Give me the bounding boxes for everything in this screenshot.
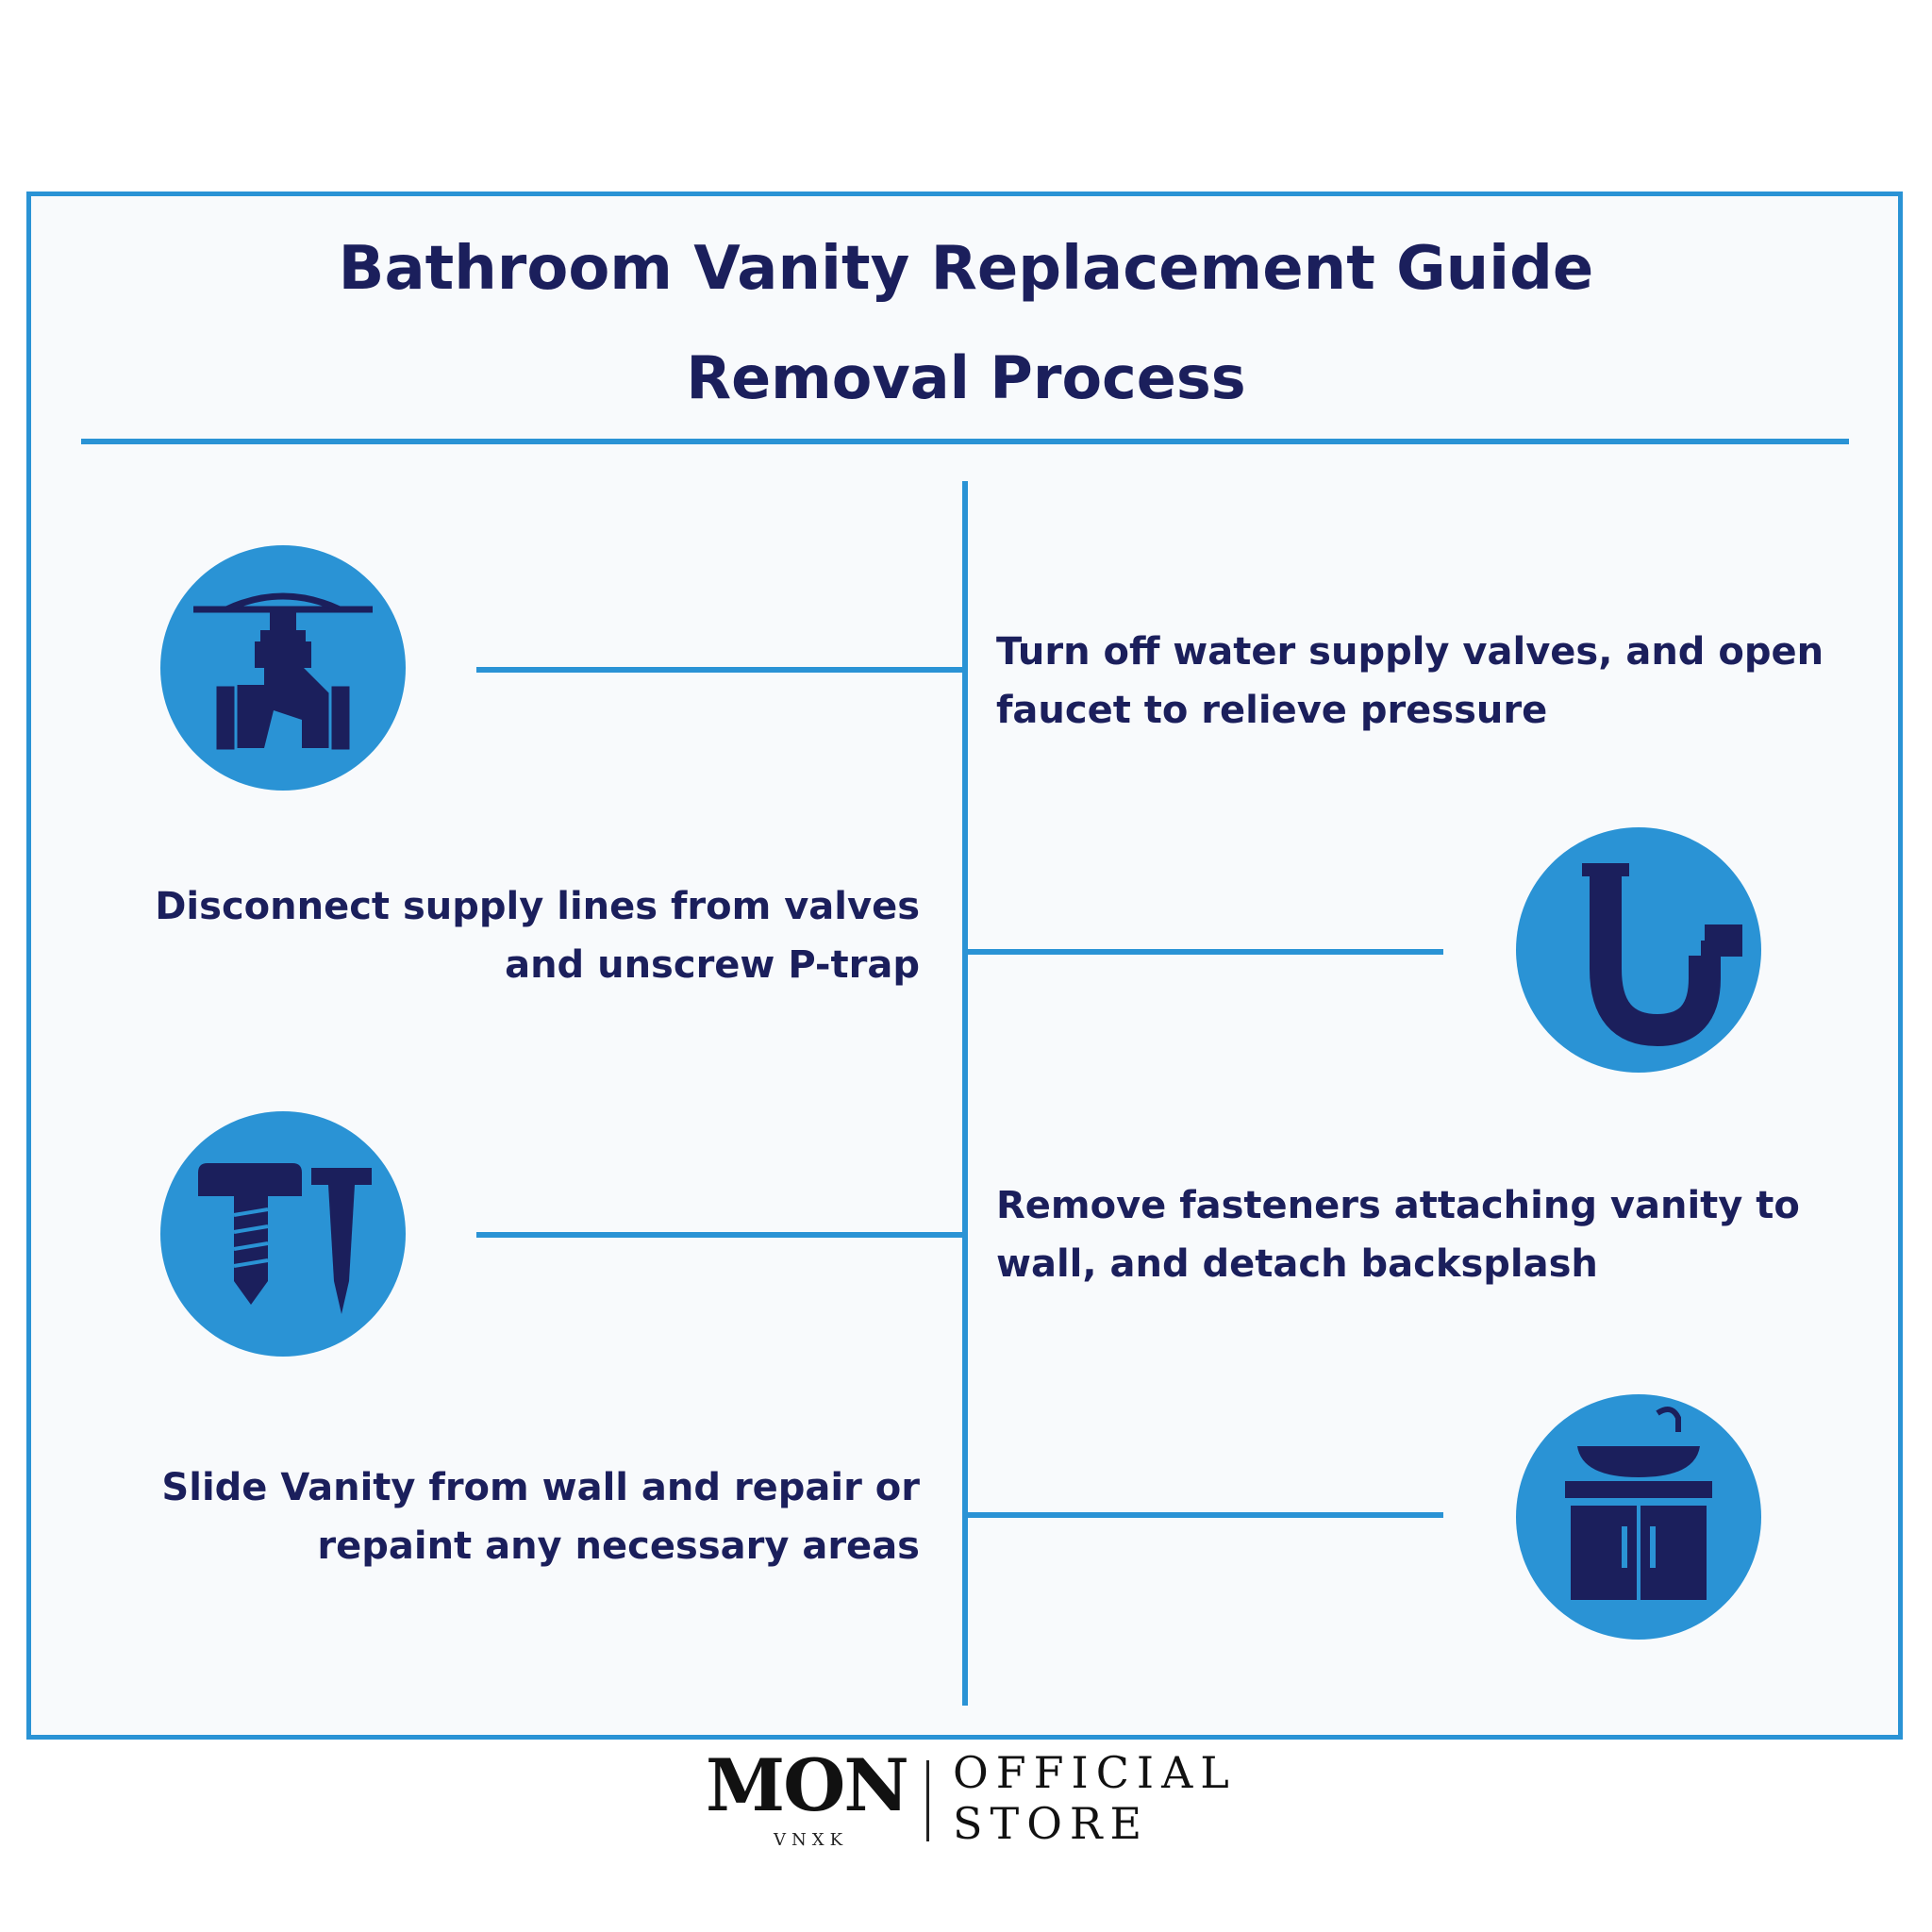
step-1-line-1: Turn off water supply valves, and open: [996, 630, 1824, 674]
step-3-line-2: wall, and detach backsplash: [996, 1242, 1598, 1286]
timeline-spine: [962, 481, 968, 1706]
title-divider: [81, 439, 1849, 444]
step-2-connector: [962, 949, 1443, 955]
step-1-connector: [476, 667, 965, 673]
guide-subtitle: Removal Process: [686, 343, 1246, 412]
step-4-line-1: Slide Vanity from wall and repair or: [161, 1466, 920, 1509]
step-2-text: [113, 877, 920, 994]
step-4-text: [113, 1458, 920, 1575]
step-2-line-2: and unscrew P-trap: [505, 943, 920, 987]
screw-and-nail-icon: [160, 1111, 406, 1357]
brand-separator: [926, 1760, 929, 1841]
water-valve-icon: [160, 545, 406, 791]
brand-logo-sub: VNXK: [774, 1830, 849, 1850]
brand-logo-name: MON: [706, 1743, 908, 1827]
step-4-connector: [962, 1512, 1443, 1518]
step-4-line-2: repaint any necessary areas: [317, 1524, 920, 1568]
step-1-line-2: faucet to relieve pressure: [996, 689, 1548, 732]
step-3-line-1: Remove fasteners attaching vanity to: [996, 1184, 1800, 1227]
step-3-text: [996, 1176, 1883, 1293]
vanity-cabinet-icon: [1516, 1394, 1761, 1640]
step-3-connector: [476, 1232, 965, 1238]
step-1-text: [996, 623, 1883, 740]
step-2-line-1: Disconnect supply lines from valves: [155, 885, 920, 928]
brand-official: OFFICIAL: [953, 1747, 1237, 1798]
p-trap-pipe-icon: [1516, 827, 1761, 1073]
brand-store: STORE: [953, 1798, 1150, 1849]
guide-title: Bathroom Vanity Replacement Guide: [338, 234, 1594, 304]
